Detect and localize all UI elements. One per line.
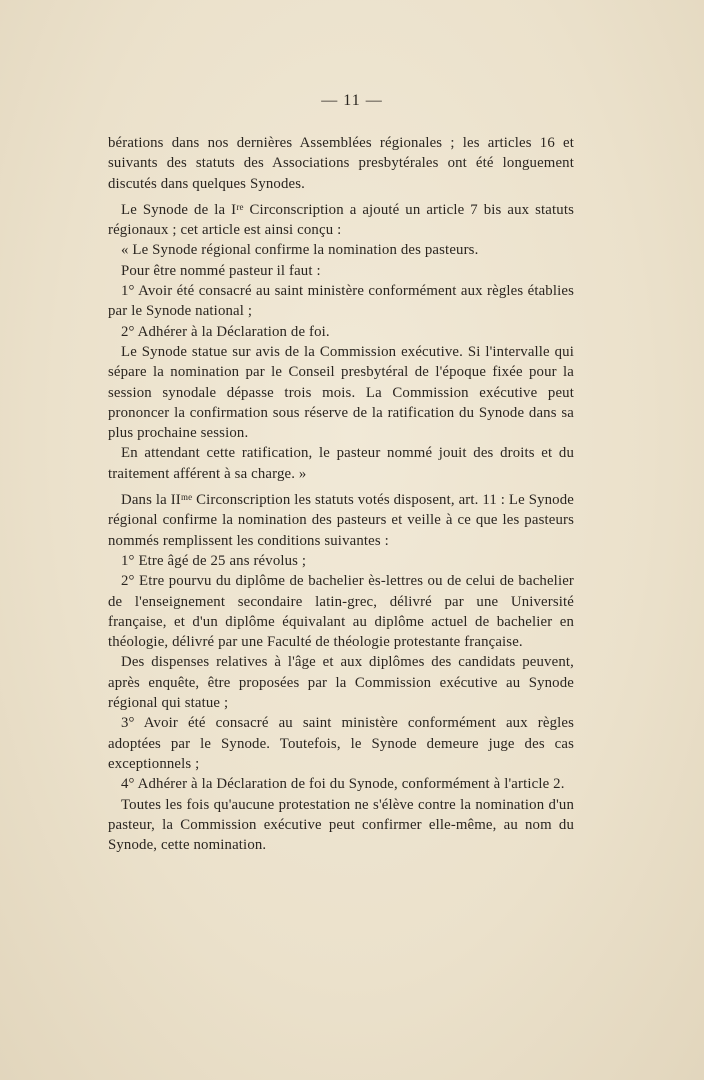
list-item-consacre: 3° Avoir été consacré au saint ministère conformément aux règles adoptées par le Synode. Toutefois, le Synode demeure juge des cas exceptionnels ; bbox=[108, 715, 574, 772]
list-item-age: 1° Etre âgé de 25 ans révolus ; bbox=[121, 552, 307, 569]
page-number: — 11 — bbox=[321, 92, 383, 109]
paragraph-continuation: bérations dans nos dernières Assemblées régionales ; les articles 16 et suivants des statuts des Associations presbytérales ont été longuement discutés dans quelques Synodes. bbox=[108, 135, 574, 192]
list-item-1: 1° Avoir été consacré au saint ministère conformément aux règles établies par le Synode national ; bbox=[108, 283, 574, 320]
paragraph-first-circonscription: Le Synode de la Iʳᵉ Circonscription a ajouté un article 7 bis aux statuts régionaux ; cet article est ainsi conçu : bbox=[108, 201, 574, 239]
paragraph-synode-statue: Le Synode statue sur avis de la Commission exécutive. Si l'intervalle qui sépare la nomination par le Conseil presbytéral de l'époque fixée pour la session synodale dépasse trois mois. La Commission exécutive peut prononcer la confirmation sous réserve de la ratification du Synode dans sa plus prochaine session. bbox=[108, 343, 574, 442]
paragraph-second-circonscription: Dans la IIᵐᵉ Circonscription les statuts votés disposent, art. 11 : Le Synode régional confirme la nomination des pasteurs et veille à ce que les pasteurs nommés remplissent les conditions suivantes : bbox=[108, 492, 574, 549]
list-item-declaration: 4° Adhérer à la Déclaration de foi du Synode, conformément à l'article 2. bbox=[121, 776, 565, 793]
paragraph-protestation: Toutes les fois qu'aucune protestation ne s'élève contre la nomination d'un pasteur, la Commission exécutive peut confirmer elle-même, au nom du Synode, cette nomination. bbox=[108, 796, 574, 854]
paragraph-quote-start: « Le Synode régional confirme la nomination des pasteurs. bbox=[121, 242, 479, 259]
list-item-diplome: 2° Etre pourvu du diplôme de bachelier ès-lettres ou de celui de bachelier de l'enseignement secondaire latin-grec, délivré par une Université française, et d'un diplôme équivalant au diplôme actuel de bachelier en théologie, délivré par une Faculté de théologie protestante française. bbox=[108, 573, 574, 651]
paragraph-dispenses: Des dispenses relatives à l'âge et aux diplômes des candidats peuvent, après enquête, être proposées par la Commission exécutive au Synode régional qui statue ; bbox=[108, 654, 574, 712]
list-item-2: 2° Adhérer à la Déclaration de foi. bbox=[121, 323, 330, 340]
document-body bbox=[108, 133, 574, 855]
paragraph-ratification: En attendant cette ratification, le pasteur nommé jouit des droits et du traitement afférent à sa charge. » bbox=[108, 445, 574, 482]
paragraph-conditions-intro: Pour être nommé pasteur il faut : bbox=[121, 262, 321, 279]
